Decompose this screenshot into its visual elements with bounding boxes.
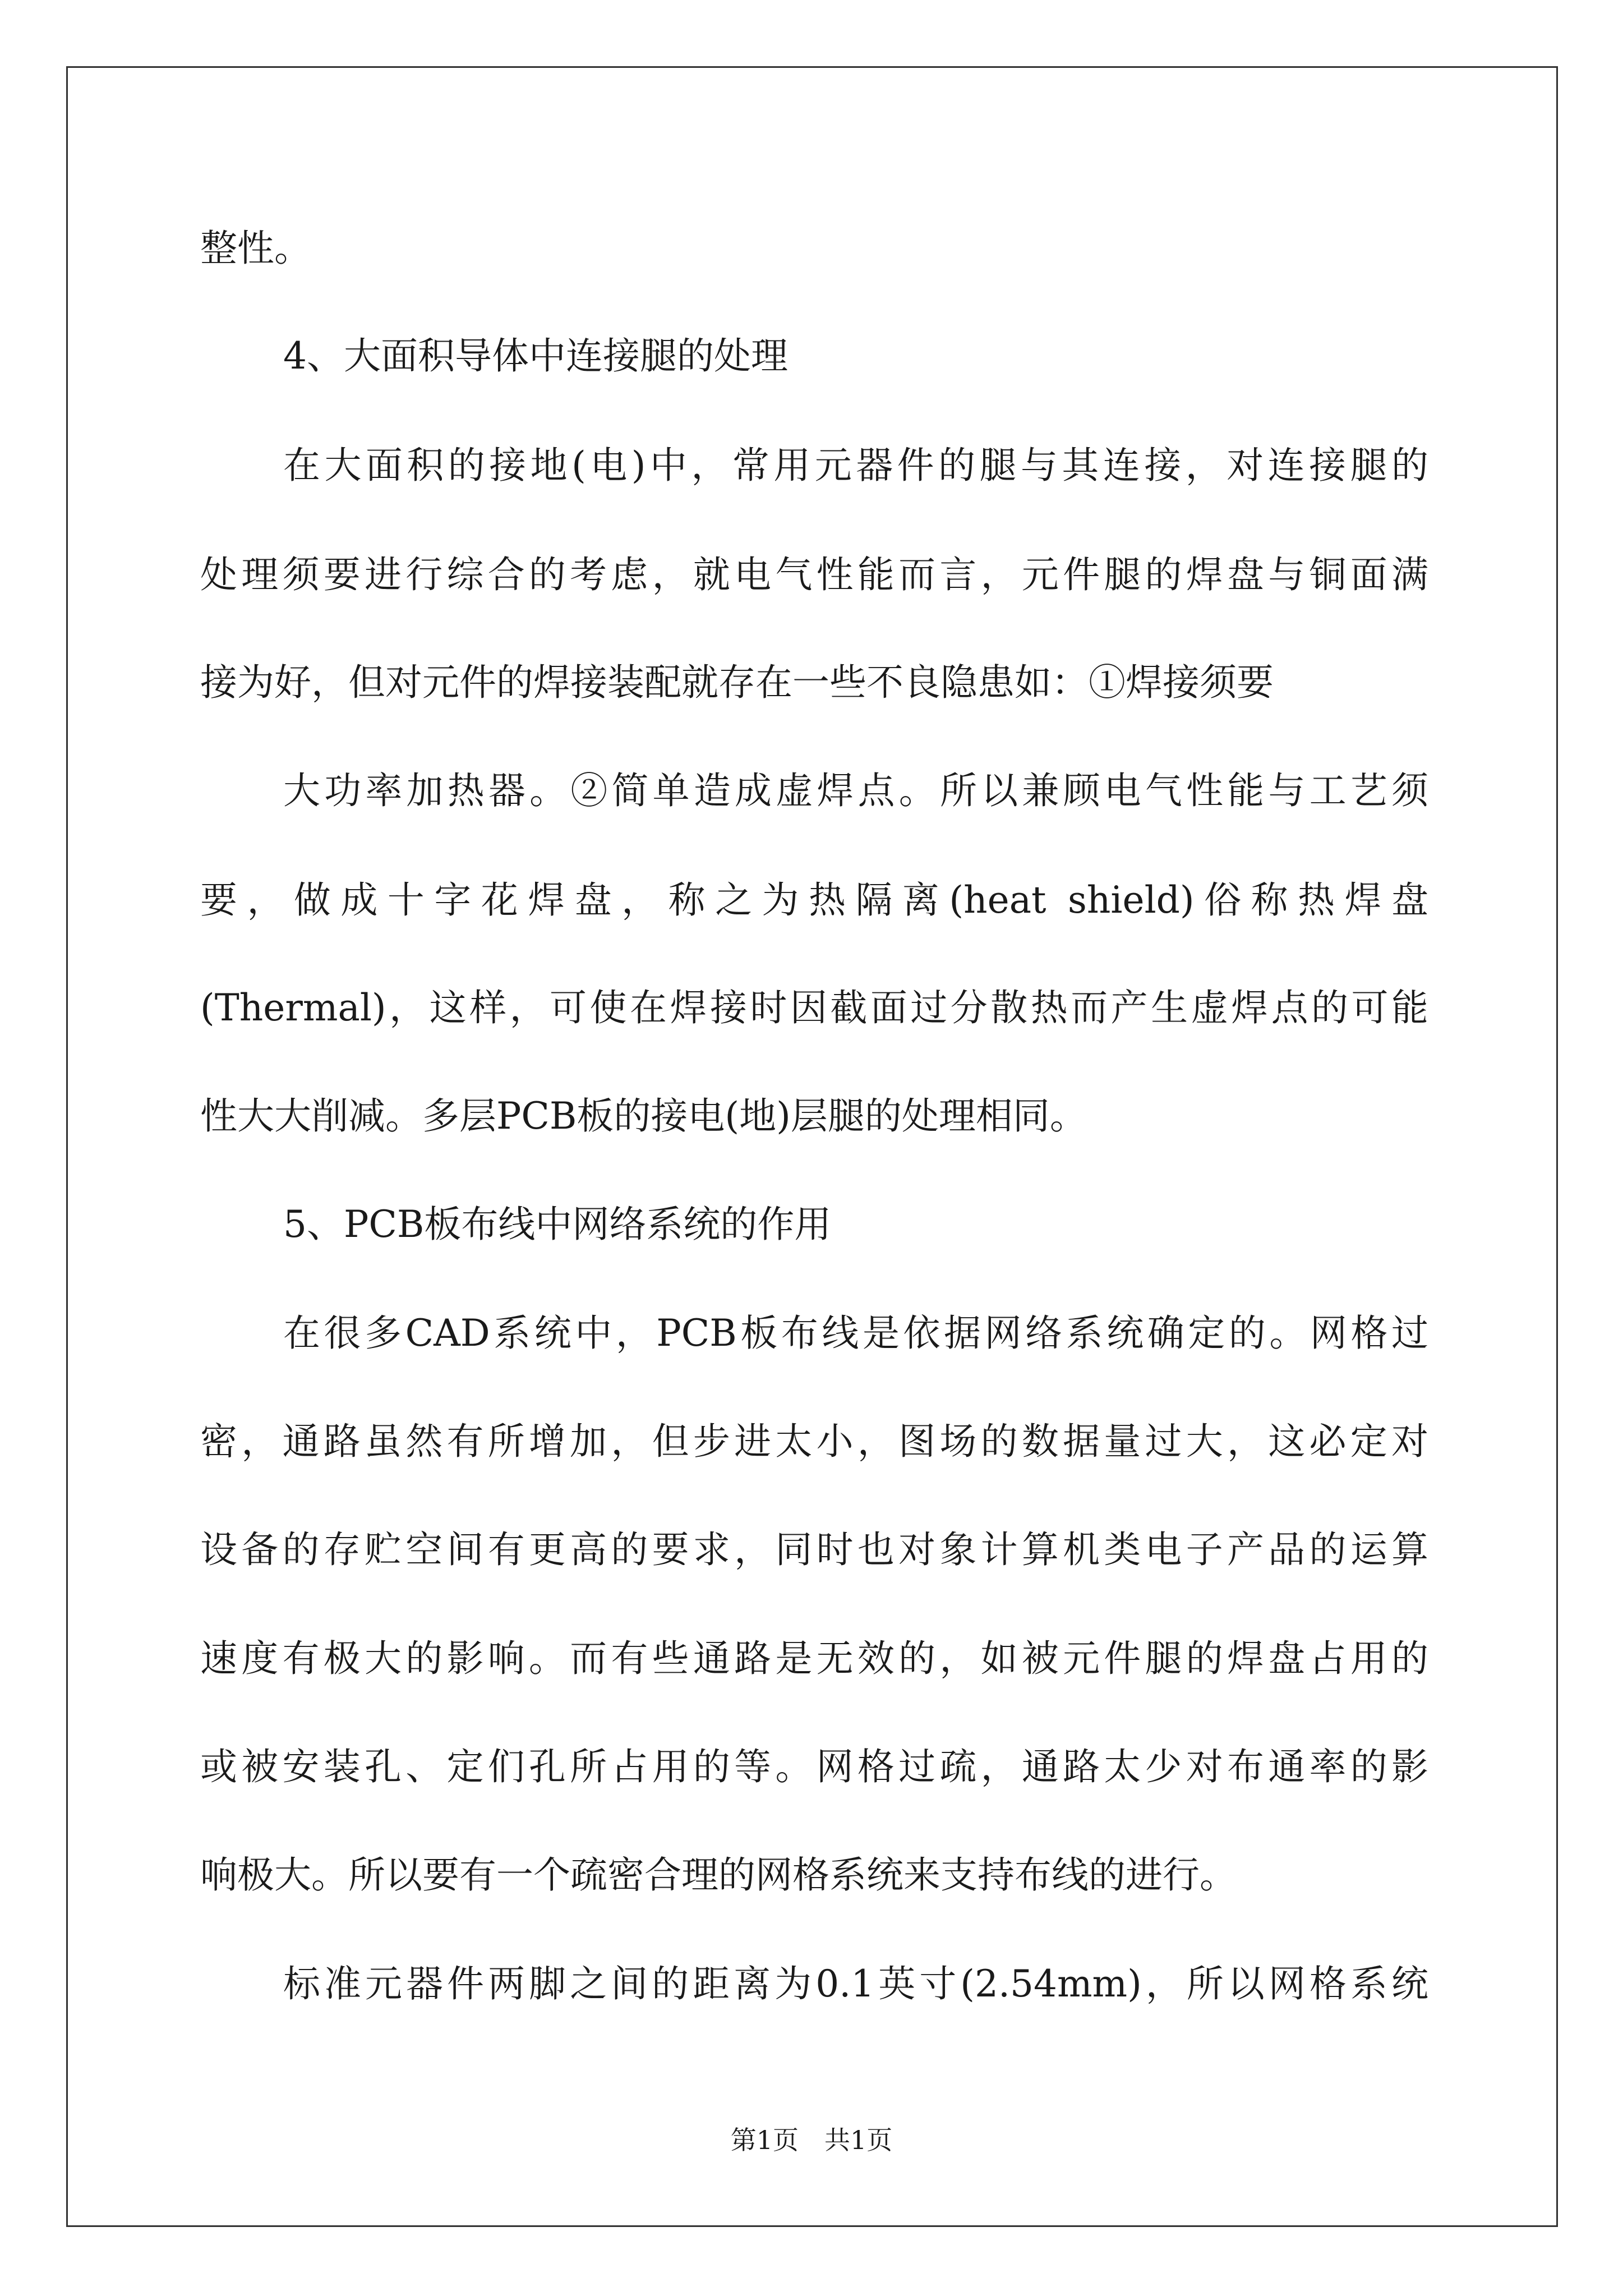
text-line-6: 大功率加热器。②简单造成虚焊点。所以兼顾电气性能与工艺须 [283, 769, 1428, 812]
page-border [66, 66, 1558, 2227]
text-line-4: 处理须要进行综合的考虑，就电气性能而言，元件腿的焊盘与铜面满 [200, 553, 1428, 596]
text-line-5: 接为好，但对元件的焊接装配就存在一些不良隐患如：①焊接须要 [200, 661, 1274, 704]
text-line-11: 在很多CAD系统中，PCB板布线是依据网络系统确定的。网格过 [283, 1312, 1428, 1355]
text-line-8: (Thermal)，这样，可使在焊接时因截面过分散热而产生虚焊点的可能 [200, 986, 1428, 1029]
text-line-3: 在大面积的接地(电)中，常用元器件的腿与其连接，对连接腿的 [283, 444, 1428, 487]
text-line-1: 整性。 [200, 227, 311, 270]
page-footer: 第1页 共1页 [730, 2125, 893, 2155]
text-line-17: 标准元器件两脚之间的距离为0.1英寸(2.54mm)，所以网格系统 [283, 1962, 1428, 2005]
text-line-16: 响极大。所以要有一个疏密合理的网格系统来支持布线的进行。 [200, 1853, 1237, 1897]
text-line-7: 要，做成十字花焊盘，称之为热隔离(heat shield)俗称热焊盘 [200, 878, 1428, 922]
text-line-14: 速度有极大的影响。而有些通路是无效的，如被元件腿的焊盘占用的 [200, 1637, 1428, 1680]
section-heading-4: 4、大面积导体中连接腿的处理 [283, 334, 788, 378]
text-line-12: 密，通路虽然有所增加，但步进太小，图场的数据量过大，这必定对 [200, 1420, 1428, 1463]
section-heading-5: 5、PCB板布线中网络系统的作用 [283, 1203, 832, 1246]
text-line-13: 设备的存贮空间有更高的要求，同时也对象计算机类电子产品的运算 [200, 1528, 1428, 1571]
text-line-9: 性大大削减。多层PCB板的接电(地)层腿的处理相同。 [200, 1094, 1087, 1138]
text-line-15: 或被安装孔、定们孔所占用的等。网格过疏，通路太少对布通率的影 [200, 1745, 1428, 1788]
